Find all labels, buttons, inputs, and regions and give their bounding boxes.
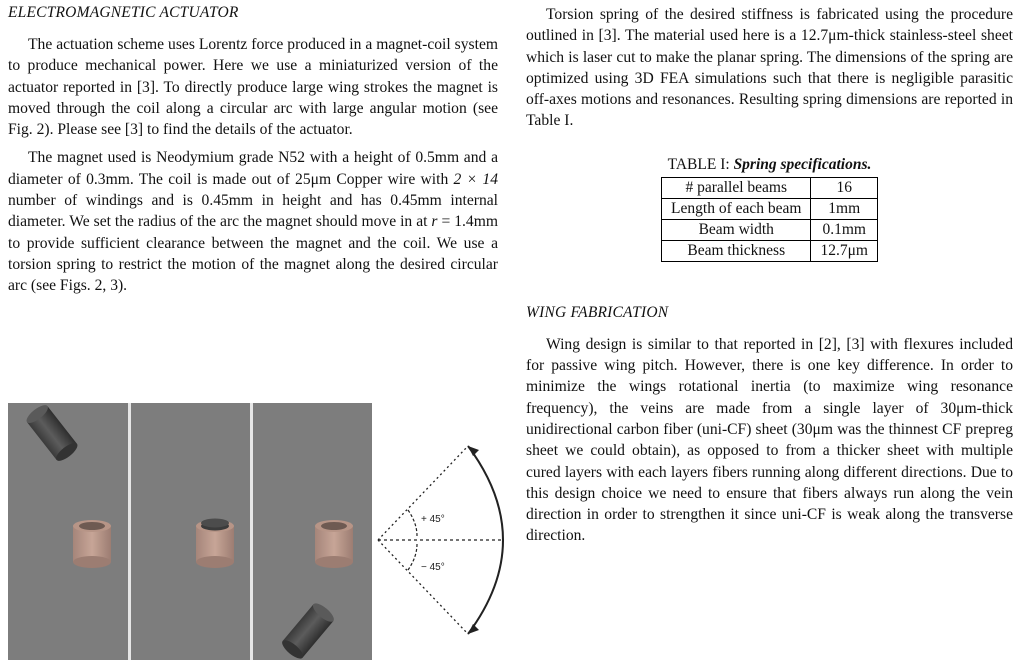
figure-panel-2 xyxy=(131,403,250,660)
math-windings: 2 × 14 xyxy=(453,170,498,188)
coil-1 xyxy=(73,520,111,568)
table-row xyxy=(662,219,878,240)
table-caption: TABLE I: Spring specifications. xyxy=(667,155,872,173)
table-cell-parameter: Beam width xyxy=(662,219,811,240)
section-heading-actuator: ELECTROMAGNETIC ACTUATOR xyxy=(8,4,239,21)
angle-diagram xyxy=(378,446,504,634)
paragraph-magnet-coil: The magnet used is Neodymium grade N52 with a height of 0.5mm and a diameter of 0.3mm. The coil is made out of 25μm Copper wire with 2 × 14 number of windings and is 0.45mm in height and has 0.45mm internal diameter. We set the radius of the arc the magnet should move in at r = 1.4mm to provide sufficient clearance between the magnet and the coil. We use a torsion spring to restrict the motion of the magnet along the desired circular arc (see Figs. 2, 3). xyxy=(8,149,498,295)
table-cell-value: 16 xyxy=(811,177,878,198)
angle-label-top: + 45° xyxy=(421,514,445,525)
figure-panel-1 xyxy=(8,403,128,660)
table-cell-value: 0.1mm xyxy=(811,219,878,240)
coil-2-with-magnet xyxy=(196,519,234,569)
angle-label-bottom: − 45° xyxy=(421,562,445,573)
table-row xyxy=(662,177,878,198)
table-cell-parameter: Length of each beam xyxy=(662,198,811,219)
figure-actuator-render xyxy=(8,403,508,660)
table-cell-parameter: # parallel beams xyxy=(662,177,811,198)
table-cell-value: 1mm xyxy=(811,198,878,219)
table-title: Spring specifications. xyxy=(733,155,872,173)
table-cell-parameter: Beam thickness xyxy=(662,240,811,261)
table-row xyxy=(662,240,878,261)
table-cell-value: 12.7μm xyxy=(811,240,878,261)
coil-3 xyxy=(315,520,353,568)
paragraph-torsion-spring: Torsion spring of the desired stiffness is fabricated using the procedure outlined in [3]. The material used here is a 12.7μm-thick stainless-steel sheet which is laser cut to make the planar spring. The dimensions of the spring are optimized using 3D FEA simulations such that there is negligible parasitic off-axes motions and resonances. Resulting spring dimensions are reported in Table I. xyxy=(526,6,1013,130)
figure-panel-3 xyxy=(253,403,372,660)
left-column xyxy=(8,0,498,304)
right-column xyxy=(526,0,1013,554)
table-row xyxy=(662,198,878,219)
math-radius: r xyxy=(431,213,438,231)
spring-spec-table xyxy=(661,177,878,262)
paragraph-actuation-scheme: The actuation scheme uses Lorentz force produced in a magnet-coil system to produce mechanical power. Here we use a miniaturized version of the actuator reported in [3]. To directly produce large wing strokes the magnet is moved through the coil along a circular arc with large angular motion (see Fig. 2). Please see [3] to find the details of the actuator. xyxy=(8,36,498,139)
section-heading-wing: WING FABRICATION xyxy=(526,303,669,321)
figure-svg xyxy=(8,403,508,660)
paragraph-wing-design: Wing design is similar to that reported in [2], [3] with flexures included for passive wing pitch. However, there is one key difference. In order to minimize the wings rotational inertia (to maximize wing resonance frequency), the veins are made from a single layer of 30μm-thick unidirectional carbon fiber (uni-CF) sheet (30μm was the thinnest CF prepreg sheet we could obtain), as opposed to from a thicker sheet with multiple cured layers with each layers fibers running along different directions. Due to this design choice we need to ensure that fibers always run along the vein direction in order to strengthen it since uni-CF is weak along the transverse direction. xyxy=(526,335,1013,545)
